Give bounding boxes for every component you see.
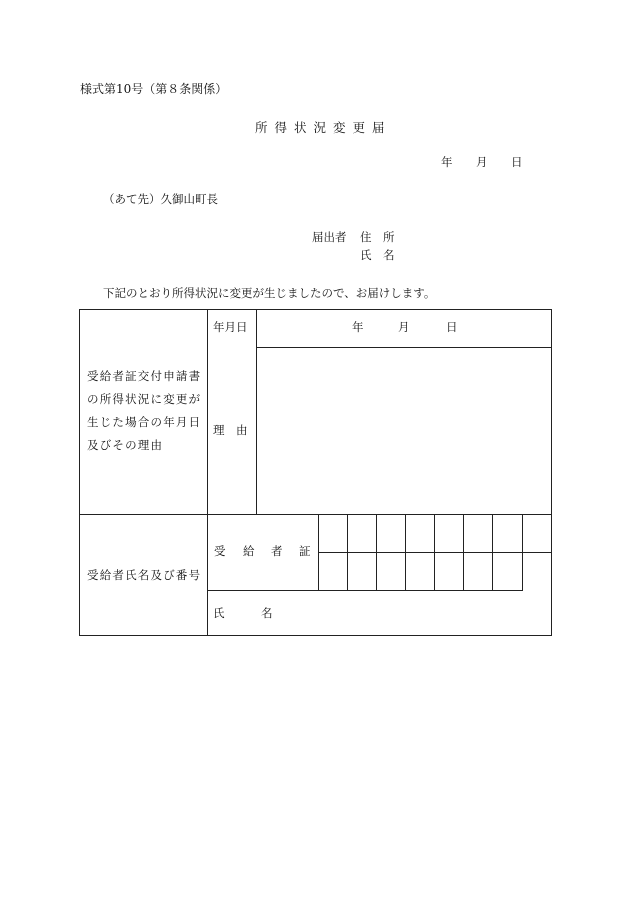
cert-cell-line bbox=[318, 514, 319, 591]
date-value-month: 月 bbox=[398, 320, 410, 334]
applicant-label: 届出者 bbox=[312, 230, 347, 244]
cert-bottom-line bbox=[208, 590, 522, 591]
date-month-label: 月 bbox=[476, 155, 488, 169]
section1-label-line: 受給者証交付申請書 bbox=[87, 369, 202, 383]
cert-cell-line bbox=[492, 514, 493, 591]
cert-cell-line bbox=[405, 514, 406, 591]
cert-cell-line bbox=[522, 514, 523, 591]
section2-label: 受給者氏名及び番号 bbox=[87, 568, 202, 582]
section-divider bbox=[79, 514, 552, 515]
section1-label-line: 及びその理由 bbox=[87, 438, 164, 452]
date-value-day: 日 bbox=[446, 320, 458, 334]
cert-label-char: 給 bbox=[243, 544, 255, 558]
cert-cell-line bbox=[376, 514, 377, 591]
name-label-char: 氏 bbox=[213, 606, 225, 620]
date-year-label: 年 bbox=[441, 155, 453, 169]
cert-row-divider bbox=[318, 552, 552, 553]
applicant-name-label: 氏 名 bbox=[360, 248, 395, 262]
name-label-char: 名 bbox=[261, 606, 273, 620]
applicant-address-label: 住 所 bbox=[360, 230, 395, 244]
intro-text: 下記のとおり所得状況に変更が生じましたので、お届けします。 bbox=[103, 286, 436, 300]
page-title: 所得状況変更届 bbox=[255, 120, 392, 135]
cert-cell-line bbox=[347, 514, 348, 591]
section1-label-line: の所得状況に変更が bbox=[87, 392, 202, 406]
cert-cell-line bbox=[434, 514, 435, 591]
reason-label: 理 由 bbox=[213, 423, 248, 437]
date-day-label: 日 bbox=[511, 155, 523, 169]
section1-label-line: 生じた場合の年月日 bbox=[87, 415, 202, 429]
cert-label-char: 証 bbox=[299, 544, 311, 558]
date-value-year: 年 bbox=[352, 320, 364, 334]
addressee: （あて先）久御山町長 bbox=[103, 192, 218, 206]
cert-label-char: 受 bbox=[214, 544, 226, 558]
form-number: 様式第10号（第８条関係） bbox=[80, 82, 228, 96]
cert-cell-line bbox=[463, 514, 464, 591]
cert-label-char: 者 bbox=[271, 544, 283, 558]
label-column-divider bbox=[207, 309, 208, 636]
date-label: 年月日 bbox=[213, 320, 248, 334]
name-field[interactable] bbox=[280, 592, 550, 634]
reason-field[interactable] bbox=[257, 348, 551, 513]
